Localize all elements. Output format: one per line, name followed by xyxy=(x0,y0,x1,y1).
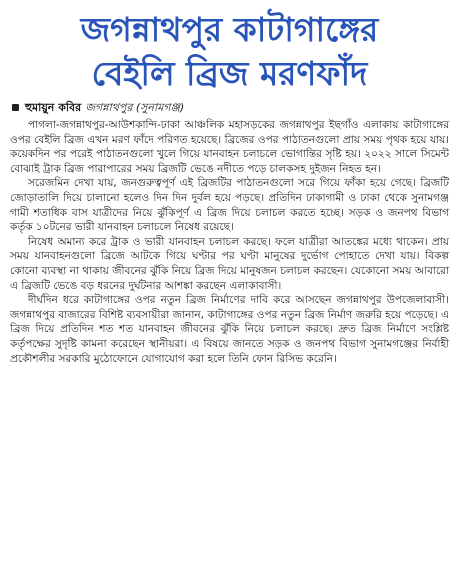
headline xyxy=(10,8,449,96)
byline-author: হুমায়ুন কবির xyxy=(25,101,82,114)
article-paragraph: সরেজমিন দেখা যায়, জনগুরুত্বপূর্ণ এই ব্রিজটির পাঠাতনগুলো সরে গিয়ে ফাঁকা হয়ে গেছে। ব্রিজটি জোড়াতালি দিয়ে চালানো হলেও দিন দিন দুর্বল হয়ে পড়ছে। প্রতিদিন ঢাকাগামী ও ঢাকা থেকে সুনামগঞ্জ গামী শতাধিক বাস যাত্রীদের নিয়ে ঝুঁকিপূর্ণ এ ব্রিজ দিয়ে চলাচল করতে হচ্ছে। সড়ক ও জনপথ বিভাগ কর্তৃক ১০টনের ভারী যানবাহন চলাচলে নিষেধ রয়েছে। xyxy=(10,177,449,234)
bullet-square-icon xyxy=(12,104,19,111)
article-paragraph: পাগলা-জগন্নাথপুর-আউশকান্দি-ঢাকা আঞ্চলিক মহাসড়কের জগন্নাথপুর ইছগাঁও এলাকায় কাটাগাঙ্গের ওপর বেইলি ব্রিজ এখন মরণ ফাঁদে পরিণত হয়েছে। ব্রিজের ওপর পাঠাতনগুলো প্রায় সময় পৃথক হয়ে যায়। কয়েকদিন পর পরেই পাঠাতনগুলো খুলে গিয়ে যানবাহন চলাচলে ভোগান্তির সৃষ্টি হয়। ২০২২ সালে সিমেন্ট বোঝাই ট্রাক ব্রিজ পারাপারের সময় ব্রিজটি ভেঙে নদীতে পড়ে চালকসহ দুইজন নিহত হন। xyxy=(10,119,449,175)
headline-line-2: বেইলি ব্রিজ মরণফাঁদ xyxy=(91,54,368,93)
article-paragraph: নিষেধ অমান্য করে ট্রাক ও ভারী যানবাহন চলাচল করছে। ফলে যাত্রীরা আতঙ্কের মধ্যে থাকেন। প্রায় সময় যানবাহনগুলো ব্রিজে আটকে গিয়ে ঘণ্টার পর ঘণ্টা মানুষের দুর্ভোগ পোহাতে দেখা যায়। বিকল্প কোনো ব্যবস্থা না থাকায় জীবনের ঝুঁকি নিয়ে ব্রিজ দিয়ে মানুষজন চলাচল করছেন। যেকোনো সময় আবারো এ ব্রিজটি ভেঙে বড় ধরনের দুর্ঘটনার আশঙ্কা করছেন এলাকাবাসী। xyxy=(10,235,449,292)
article-body xyxy=(10,118,449,366)
byline-location: জগন্নাথপুর (সুনামগঞ্জ) xyxy=(85,101,185,114)
headline-line-1: জগন্নাথপুর কাটাগাঙ্গের xyxy=(80,10,379,49)
article-paragraph: দীর্ঘদিন ধরে কাটাগাঙ্গের ওপর নতুন ব্রিজ নির্মাণের দাবি করে আসছেন জগন্নাথপুর উপজেলাবাসী। জগন্নাথপুর বাজারের বিশিষ্ট ব্যবসায়ীরা জানান, কাটাগাঙ্গের ওপর নতুন ব্রিজ নির্মাণ জরুরি হয়ে পড়েছে। এ ব্রিজ দিয়ে প্রতিদিন শত শত যানবাহন জীবনের ঝুঁকি নিয়ে চলাচল করছে। দ্রুত ব্রিজ নির্মাণে সংশ্লিষ্ট কর্তৃপক্ষের সুদৃষ্টি কামনা করেছেন স্থানীয়রা। এ বিষয়ে জানতে সড়ক ও জনপথ বিভাগ সুনামগঞ্জের নির্বাহী প্রকৌশলীর সরকারি মুঠোফোনে যোগাযোগ করা হলে তিনি ফোন রিসিভ করেনি। xyxy=(10,294,449,365)
byline xyxy=(10,100,449,115)
